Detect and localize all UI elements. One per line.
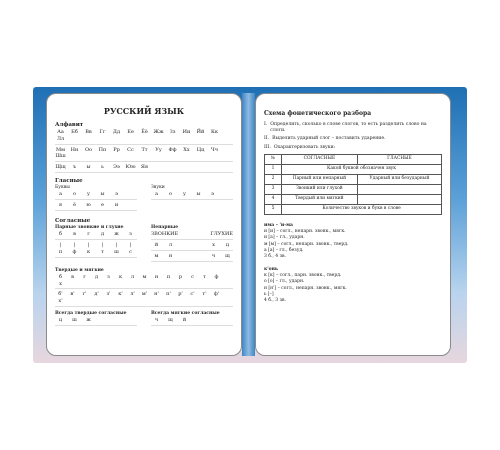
letter-cell: ф — [214, 273, 219, 280]
left-page — [46, 93, 242, 356]
letter-cell: Цц — [196, 146, 205, 153]
table-header: СОГЛАСНЫЕ — [282, 154, 358, 164]
page-title: РУССКИЙ ЯЗЫК — [103, 106, 185, 116]
step-text: Выделить ударный слог – поставить ударение. — [272, 136, 386, 142]
always-block — [55, 311, 233, 328]
letter-cell: | — [129, 242, 132, 249]
letter-cell: ъ — [72, 164, 77, 171]
letter-cell: Йй — [196, 129, 205, 136]
letter-cell: Хх — [183, 146, 190, 153]
letter-cell: т — [203, 273, 206, 280]
scheme-title: Схема фонетического разбора — [264, 110, 372, 117]
letter-cell: т — [101, 248, 104, 255]
voiceless-label: ГЛУХИЕ — [210, 231, 233, 238]
table-cell — [357, 194, 441, 204]
letter-cell: щ — [168, 316, 173, 323]
letter-cell: с — [129, 248, 132, 255]
vowels-heading: Гласные — [55, 177, 83, 184]
letter-cell: | — [73, 242, 76, 249]
soft-row — [55, 291, 233, 307]
vowel-sounds-row — [151, 191, 233, 200]
letter-cell: Нн — [70, 146, 79, 153]
alphabet-heading: Алфавит — [55, 121, 84, 128]
letter-cell: к — [118, 273, 123, 280]
letter-cell: ц — [58, 316, 63, 323]
letter-cell: п' — [166, 291, 171, 298]
example-line: а [а] – гл., безуд. — [264, 248, 304, 254]
letter-cell: с' — [190, 291, 195, 298]
letter-cell: к — [86, 248, 91, 255]
step-num: II. — [264, 136, 270, 142]
example-line: ь [–] — [264, 291, 274, 297]
letter-cell: Ее — [127, 129, 134, 136]
letter-cell: у — [183, 191, 186, 198]
letter-cell: п — [58, 248, 63, 255]
letter-cell: а — [155, 191, 158, 198]
letter-cell: о — [72, 191, 76, 198]
letter-cell: | — [87, 242, 90, 249]
hard-soft-label: Твердые и мягкие — [55, 267, 104, 273]
letter-cell: ш — [114, 248, 119, 255]
letter-cell: Сс — [127, 146, 134, 153]
letters-label: Буквы — [55, 185, 70, 191]
table-cell: Какой буквой обозначен звук — [282, 164, 442, 174]
letter-cell: к' — [118, 291, 123, 298]
letter-cell: Ёё — [141, 129, 148, 136]
table-row — [265, 174, 442, 184]
alphabet-row — [55, 147, 233, 163]
example-2 — [264, 267, 442, 305]
table-row — [265, 194, 442, 204]
letter-cell: у — [87, 191, 90, 198]
letter-cell: э — [115, 191, 118, 198]
consonants-block — [55, 225, 233, 263]
letter-cell: ж — [114, 231, 119, 238]
example-line: и [и] – согл., непарн. звонк., мягк. — [264, 229, 346, 235]
letter-cell: з — [107, 273, 110, 280]
table-cell: Ударный или безударный — [357, 174, 441, 184]
letter-cell: м — [154, 252, 159, 259]
letter-cell: Яя — [140, 164, 149, 171]
table-cell: 4 — [265, 194, 282, 204]
letter-cell: э — [211, 191, 214, 198]
letter-cell: н — [168, 252, 173, 259]
vowel-letters-row — [55, 202, 137, 211]
letter-cell: Пп — [98, 146, 107, 153]
letter-cell: я — [58, 202, 63, 209]
letter-cell: з' — [106, 291, 111, 298]
letter-cell: ы — [86, 164, 91, 171]
letter-cell: б' — [58, 291, 63, 298]
always-soft-row — [151, 317, 233, 326]
letter-cell: в — [73, 231, 76, 238]
letter-cell: Шш — [55, 153, 66, 160]
voiced-label: ЗВОНКИЕ — [151, 231, 179, 238]
example-1 — [264, 223, 442, 261]
alphabet-row — [55, 129, 233, 145]
letter-cell: м' — [141, 291, 148, 298]
letter-cell: и — [114, 202, 119, 209]
letter-cell: е — [101, 202, 104, 209]
letter-cell: ч — [211, 252, 216, 259]
vowels-block — [55, 185, 233, 213]
letter-cell: л — [168, 242, 173, 249]
letter-cell: ж — [86, 316, 91, 323]
letter-cell: Жж — [153, 129, 164, 136]
alphabet-block — [55, 129, 233, 173]
always-soft-label: Всегда мягкие согласные — [151, 310, 220, 316]
table-row — [265, 204, 442, 214]
letter-cell: Кк — [211, 129, 218, 136]
letter-cell: Аа — [57, 129, 64, 136]
letter-cell: ь — [101, 164, 104, 171]
letter-cell: Рр — [113, 146, 120, 153]
table-row — [265, 164, 442, 174]
step-num: III. — [264, 144, 271, 150]
letter-cell: Дд — [112, 129, 121, 136]
letter-cell: ы — [100, 191, 105, 198]
letter-cell: о — [168, 191, 172, 198]
always-hard-label: Всегда твердые согласные — [55, 310, 127, 316]
letter-cell: й — [154, 242, 159, 249]
example-count: 3 б., 4 зв. — [264, 254, 287, 260]
letter-cell: д — [100, 231, 105, 238]
example-line: к [к] – согл., парн. звонк., тверд. — [264, 272, 342, 278]
letter-cell: г — [87, 231, 90, 238]
letter-cell: з — [129, 231, 132, 238]
letter-cell: Оо — [84, 146, 93, 153]
letter-cell: ф — [72, 248, 77, 255]
step-text: Определить, сколько в слове слогов, то есть разделить слово на слоги. — [270, 122, 427, 134]
table-cell: Количество звуков и букв в слове — [282, 204, 442, 214]
hard-row — [55, 274, 233, 290]
letter-cell: Вв — [85, 129, 92, 136]
letter-cell: ш — [72, 316, 77, 323]
letter-cell: | — [115, 242, 118, 249]
letter-cell: р' — [178, 291, 183, 298]
letter-cell: Щщ — [55, 164, 66, 171]
letter-cell: х' — [58, 298, 63, 304]
letter-cell: б — [58, 273, 62, 280]
step-num: I. — [264, 122, 268, 128]
table-cell: 3 — [265, 184, 282, 194]
always-hard-row — [55, 317, 137, 326]
sounds-label: Звуки — [151, 185, 165, 191]
example-line: н [н'] – согл., непарн. звонк., мягк. — [264, 285, 347, 291]
paired-voiced-row — [55, 231, 137, 240]
example-count: 4 б., 3 зв. — [264, 298, 287, 304]
vowel-letters-row — [55, 191, 137, 200]
letter-cell: ю — [86, 202, 91, 209]
paired-lines-row — [55, 242, 137, 249]
example-word: има – 'и-ма — [264, 222, 293, 228]
letter-cell: в' — [70, 291, 75, 298]
table-cell: Парный или непарный — [282, 174, 358, 184]
phonetic-table — [264, 154, 442, 215]
letter-cell: й — [182, 316, 187, 323]
letter-cell: х — [212, 242, 215, 249]
letter-cell: х — [59, 280, 62, 287]
letter-cell: Фф — [168, 146, 177, 153]
table-cell: Твердый или мягкий — [282, 194, 358, 204]
table-cell: 1 — [265, 164, 282, 174]
letter-cell: Лл — [56, 135, 65, 142]
table-cell: Звонкий или глухой — [282, 184, 358, 194]
letter-cell: в — [71, 273, 74, 280]
steps-list — [264, 122, 442, 151]
step-item — [264, 145, 442, 151]
letter-cell: н' — [154, 291, 159, 298]
letter-cell: Уу — [155, 146, 162, 153]
letter-cell: Юю — [125, 164, 136, 171]
letter-cell: п — [166, 273, 171, 280]
letter-cell: | — [59, 242, 62, 249]
letter-cell: д' — [94, 291, 99, 298]
letter-cell: т' — [202, 291, 207, 298]
letter-cell: ы — [196, 191, 201, 198]
letter-cell: н — [154, 273, 159, 280]
letter-cell: ц — [225, 242, 230, 249]
letter-cell: Ии — [182, 129, 191, 136]
letter-cell: г — [83, 273, 86, 280]
unpaired-voiced-row — [151, 242, 176, 249]
table-header: № — [265, 154, 282, 164]
alphabet-row — [55, 164, 233, 173]
letter-cell: г' — [82, 291, 87, 298]
letter-cell: Ээ — [113, 164, 120, 171]
book-spine — [242, 93, 255, 356]
table-row — [265, 184, 442, 194]
letter-cell: Мм — [55, 146, 65, 153]
letter-cell: р — [178, 273, 183, 280]
letter-cell: | — [101, 242, 104, 249]
table-header: ГЛАСНЫЕ — [357, 154, 441, 164]
example-line: о [о] – гл., ударн. — [264, 279, 305, 285]
letter-cell: а — [59, 191, 62, 198]
letter-cell: щ — [225, 252, 230, 259]
letter-cell: Гг — [99, 129, 106, 136]
letter-cell: ё — [73, 202, 76, 209]
letter-cell: Чч — [210, 146, 219, 153]
letter-cell: с — [191, 273, 194, 280]
letter-cell: л — [130, 273, 135, 280]
unpaired-voiceless-row — [208, 253, 233, 260]
unpaired-voiceless-row — [208, 242, 233, 249]
letter-cell: ч — [154, 316, 159, 323]
letter-cell: Бб — [71, 129, 78, 136]
example-word: к'онь — [264, 266, 278, 272]
unpaired-voiced-row — [151, 253, 176, 260]
letter-cell: Зз — [169, 129, 176, 136]
letter-cell: д — [94, 273, 99, 280]
paired-voiceless-row — [55, 249, 137, 258]
example-line: и [а] – гл., ударн. — [264, 235, 305, 241]
table-cell: 2 — [265, 174, 282, 184]
step-item — [264, 136, 442, 142]
paired-label: Парные звонкие и глухие — [55, 225, 124, 231]
unpaired-label: Непарные — [151, 225, 179, 231]
step-item — [264, 122, 442, 134]
letter-cell: Тт — [141, 146, 148, 153]
right-page — [255, 93, 451, 356]
example-line: м [м] – согл., непарн. звонк., тверд. — [264, 241, 349, 247]
letter-cell: ф' — [213, 291, 220, 298]
letter-cell: м — [142, 273, 147, 280]
table-cell — [357, 184, 441, 194]
consonants-heading: Согласные — [55, 217, 91, 224]
table-cell: 5 — [265, 204, 282, 214]
letter-cell: л' — [130, 291, 135, 298]
step-text: Охарактеризовать звуки: — [273, 144, 336, 150]
letter-cell: б — [58, 231, 62, 238]
